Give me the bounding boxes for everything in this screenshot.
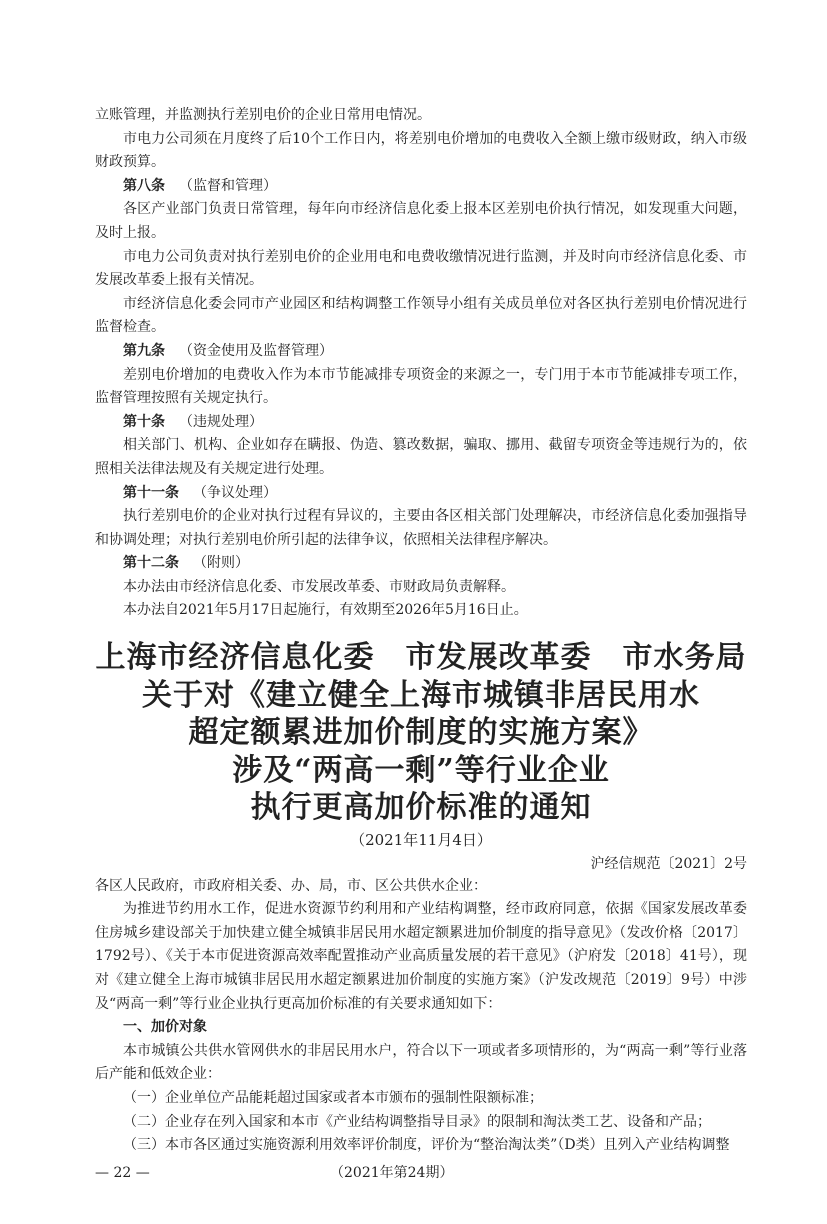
list-item: （一）企业单位产品能耗超过国家或者本市颁布的强制性限额标准； — [123, 1089, 543, 1106]
article-title: （监督和管理） — [179, 177, 277, 194]
article-title: （争议处理） — [193, 484, 277, 501]
article-9 — [95, 340, 747, 411]
article-11 — [95, 482, 747, 553]
paragraph: 本办法由市经济信息化委、市发展改革委、市财政局负责解释。 — [123, 578, 515, 595]
list-item: （二）企业存在列入国家和本市《产业结构调整指导目录》的限制和淘汰类工艺、设备和产品； — [123, 1113, 711, 1130]
notice-date: （2021年11月4日） — [350, 830, 492, 849]
paragraph: 市电力公司负责对执行差别电价的企业用电和电费收缴情况进行监测，并及时向市经济信息化委、市发展改革委上报有关情况。 — [95, 248, 747, 289]
article-12 — [95, 552, 747, 623]
title-line: 超定额累进加价制度的实施方案》 — [188, 715, 654, 751]
article-title: （资金使用及监督管理） — [179, 342, 333, 359]
title-line: 上海市经济信息化委 市发展改革委 市水务局 — [95, 640, 747, 676]
paragraph: 执行差别电价的企业对执行过程有异议的，主要由各区相关部门处理解决，市经济信息化委加强指导和协调处理；对执行差别电价所引起的法律争议，依照相关法律程序解决。 — [95, 508, 747, 548]
article-label: 第八条 — [123, 177, 165, 194]
addressee: 各区人民政府，市政府相关委、办、局，市、区公共供水企业： — [95, 877, 487, 894]
paragraph: 市经济信息化委会同市产业园区和结构调整工作领导小组有关成员单位对各区执行差别电价情况进行监督检查。 — [95, 295, 747, 336]
article-title: （违规处理） — [179, 413, 263, 430]
title-line: 涉及“两高一剩”等行业企业 — [232, 752, 610, 788]
paragraph: 市电力公司须在月度终了后10个工作日内，将差别电价增加的电费收入全额上缴市级财政，纳入市级财政预算。 — [95, 130, 747, 171]
article-label: 第十二条 — [123, 555, 179, 572]
previous-regulation-text — [95, 104, 747, 623]
notice-body — [95, 875, 747, 1158]
article-label: 第十一条 — [123, 484, 179, 501]
paragraph: 各区产业部门负责日常管理，每年向市经济信息化委上报本区差别电价执行情况，如发现重大问题，及时上报。 — [95, 201, 747, 241]
title-line: 执行更高加价标准的通知 — [250, 790, 592, 826]
article-label: 第十条 — [123, 413, 165, 430]
article-8 — [95, 175, 747, 340]
page-number: — 22 — — [95, 1164, 150, 1181]
page-footer — [95, 1162, 747, 1184]
paragraph: 差别电价增加的电费收入作为本市节能减排专项资金的来源之一，专门用于本市节能减排专项工作，监督管理按照有关规定执行。 — [95, 366, 747, 407]
issue-label: （2021年第24期） — [330, 1164, 454, 1181]
document-number: 沪经信规范〔2021〕2号 — [590, 855, 747, 872]
paragraph: 本办法自2021年5月17日起施行，有效期至2026年5月16日止。 — [123, 602, 528, 619]
paragraph: 本市城镇公共供水管网供水的非居民用水户，符合以下一项或者多项情形的，为“两高一剩”等行业落后产能和低效企业： — [95, 1042, 747, 1083]
article-10 — [95, 411, 747, 482]
paragraph: 相关部门、机构、企业如存在瞒报、伪造、篡改数据，骗取、挪用、截留专项资金等违规行为的，依照相关法律法规及有关规定进行处理。 — [95, 437, 747, 477]
notice-title — [60, 639, 782, 827]
list-item: （三）本市各区通过实施资源利用效率评价制度，评价为“整治淘汰类”（D类）且列入产业结构调整 — [123, 1137, 730, 1154]
paragraph: 立账管理，并监测执行差别电价的企业日常用电情况。 — [95, 107, 431, 123]
section-heading: 一、加价对象 — [123, 1019, 207, 1036]
article-label: 第九条 — [123, 342, 165, 359]
article-title: （附则） — [193, 555, 249, 572]
intro-paragraph: 为推进节约用水工作，促进水资源节约利用和产业结构调整，经市政府同意，依据《国家发展改革委住房城乡建设部关于加快建立健全城镇非居民用水超定额累进加价制度的指导意见》（发改价格〔2017〕1792号）、《关于本市促进资源高效率配置推动产业高质量发展的若干意见》（沪府发〔2018〕41号），现对《建立健全上海市城镇非居民用水超定额累进加价制度的实施方案》（沪发改规范〔2019〕9号）中涉及“两高一剩”等行业企业执行更高加价标准的有关要求通知如下： — [95, 901, 747, 1012]
title-line: 关于对《建立健全上海市城镇非居民用水 — [142, 677, 700, 713]
